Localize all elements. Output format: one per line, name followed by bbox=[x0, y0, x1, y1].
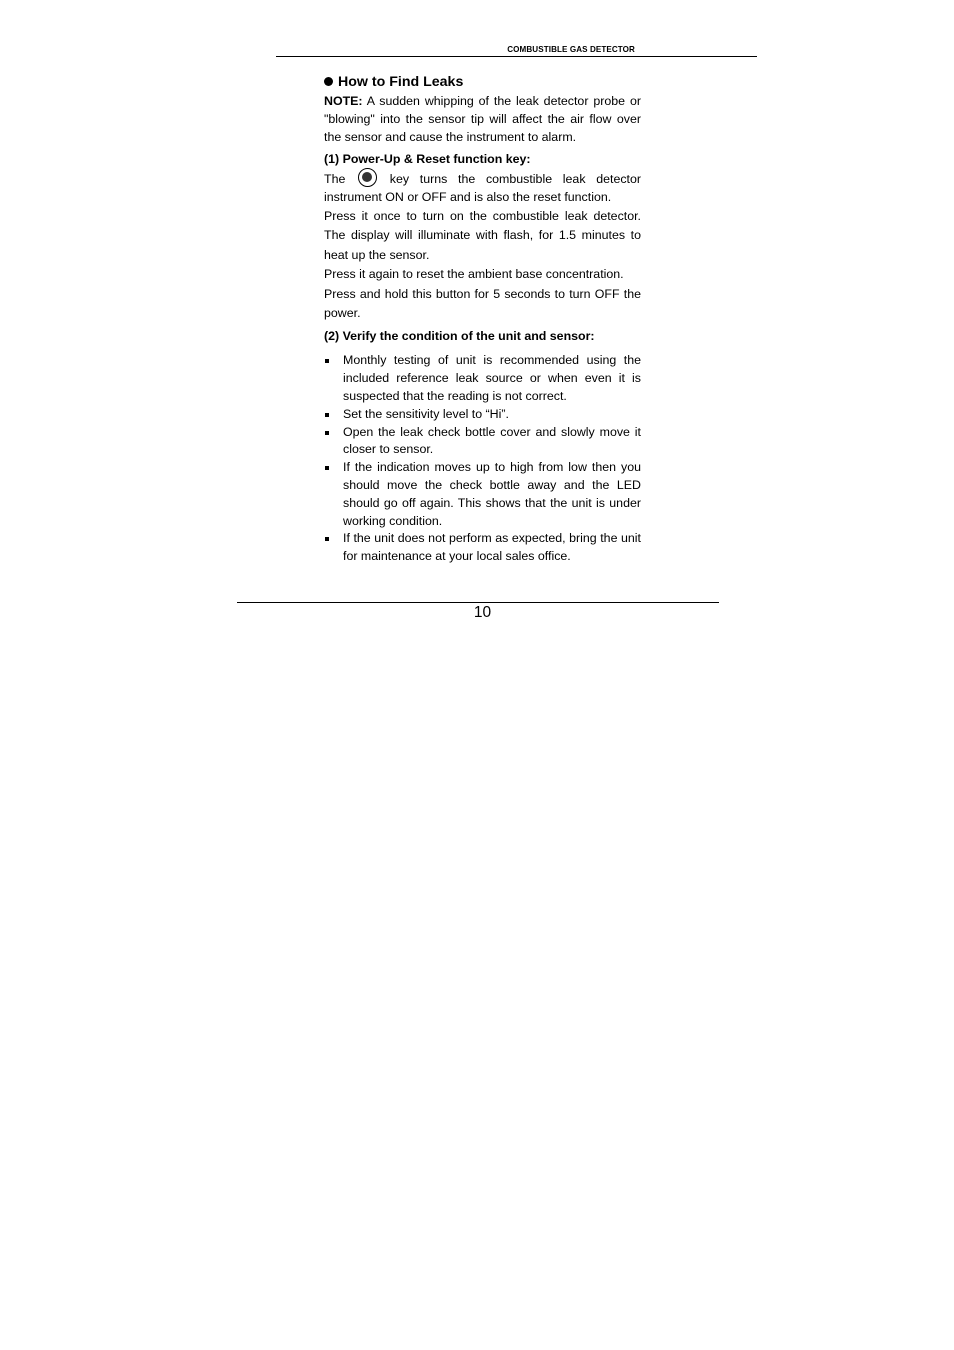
press-again-paragraph: Press it again to reset the ambient base concentration. bbox=[324, 267, 624, 282]
page-content bbox=[324, 73, 641, 566]
note-paragraph bbox=[324, 93, 641, 146]
power-key-line-pre: The bbox=[324, 172, 346, 187]
running-header: COMBUSTIBLE GAS DETECTOR bbox=[507, 44, 635, 54]
note-text: A sudden whipping of the leak detector probe or "blowing" into the sensor tip will affect the air flow over the sensor and cause the instrument to alarm. bbox=[324, 94, 641, 144]
section-heading bbox=[324, 73, 641, 91]
verify-bullet-list bbox=[324, 352, 641, 566]
power-key-line-post: key turns the combustible leak detector instrument ON or OFF and is also the reset function. bbox=[324, 172, 641, 205]
note-label: NOTE: bbox=[324, 94, 363, 108]
header-divider bbox=[276, 56, 757, 57]
verify-heading: (2) Verify the condition of the unit and sensor: bbox=[324, 329, 595, 344]
bullet-dot-icon bbox=[324, 77, 333, 86]
list-item: Open the leak check bottle cover and slowly move it closer to sensor. bbox=[324, 424, 641, 460]
power-reset-key-icon bbox=[358, 168, 377, 187]
footer-divider bbox=[237, 602, 719, 603]
list-item: Set the sensitivity level to “Hi”. bbox=[324, 406, 641, 424]
page-number: 10 bbox=[473, 604, 492, 621]
list-item: If the unit does not perform as expected, bring the unit for maintenance at your local sales office. bbox=[324, 530, 641, 566]
power-key-description bbox=[324, 168, 641, 207]
list-item: If the indication moves up to high from low then you should move the check bottle away and the LED should go off again. This shows that the unit is under working condition. bbox=[324, 459, 641, 530]
press-hold-paragraph: Press and hold this button for 5 seconds to turn OFF the power. bbox=[324, 286, 641, 321]
section-heading-text: How to Find Leaks bbox=[338, 74, 464, 90]
press-once-paragraph: Press it once to turn on the combustible leak detector. The display will illuminate with flash, for 1.5 minutes to heat up the sensor. bbox=[324, 208, 641, 262]
power-key-heading: (1) Power-Up & Reset function key: bbox=[324, 152, 531, 167]
list-item: Monthly testing of unit is recommended using the included reference leak source or when even it is suspected that the reading is not correct. bbox=[324, 352, 641, 405]
